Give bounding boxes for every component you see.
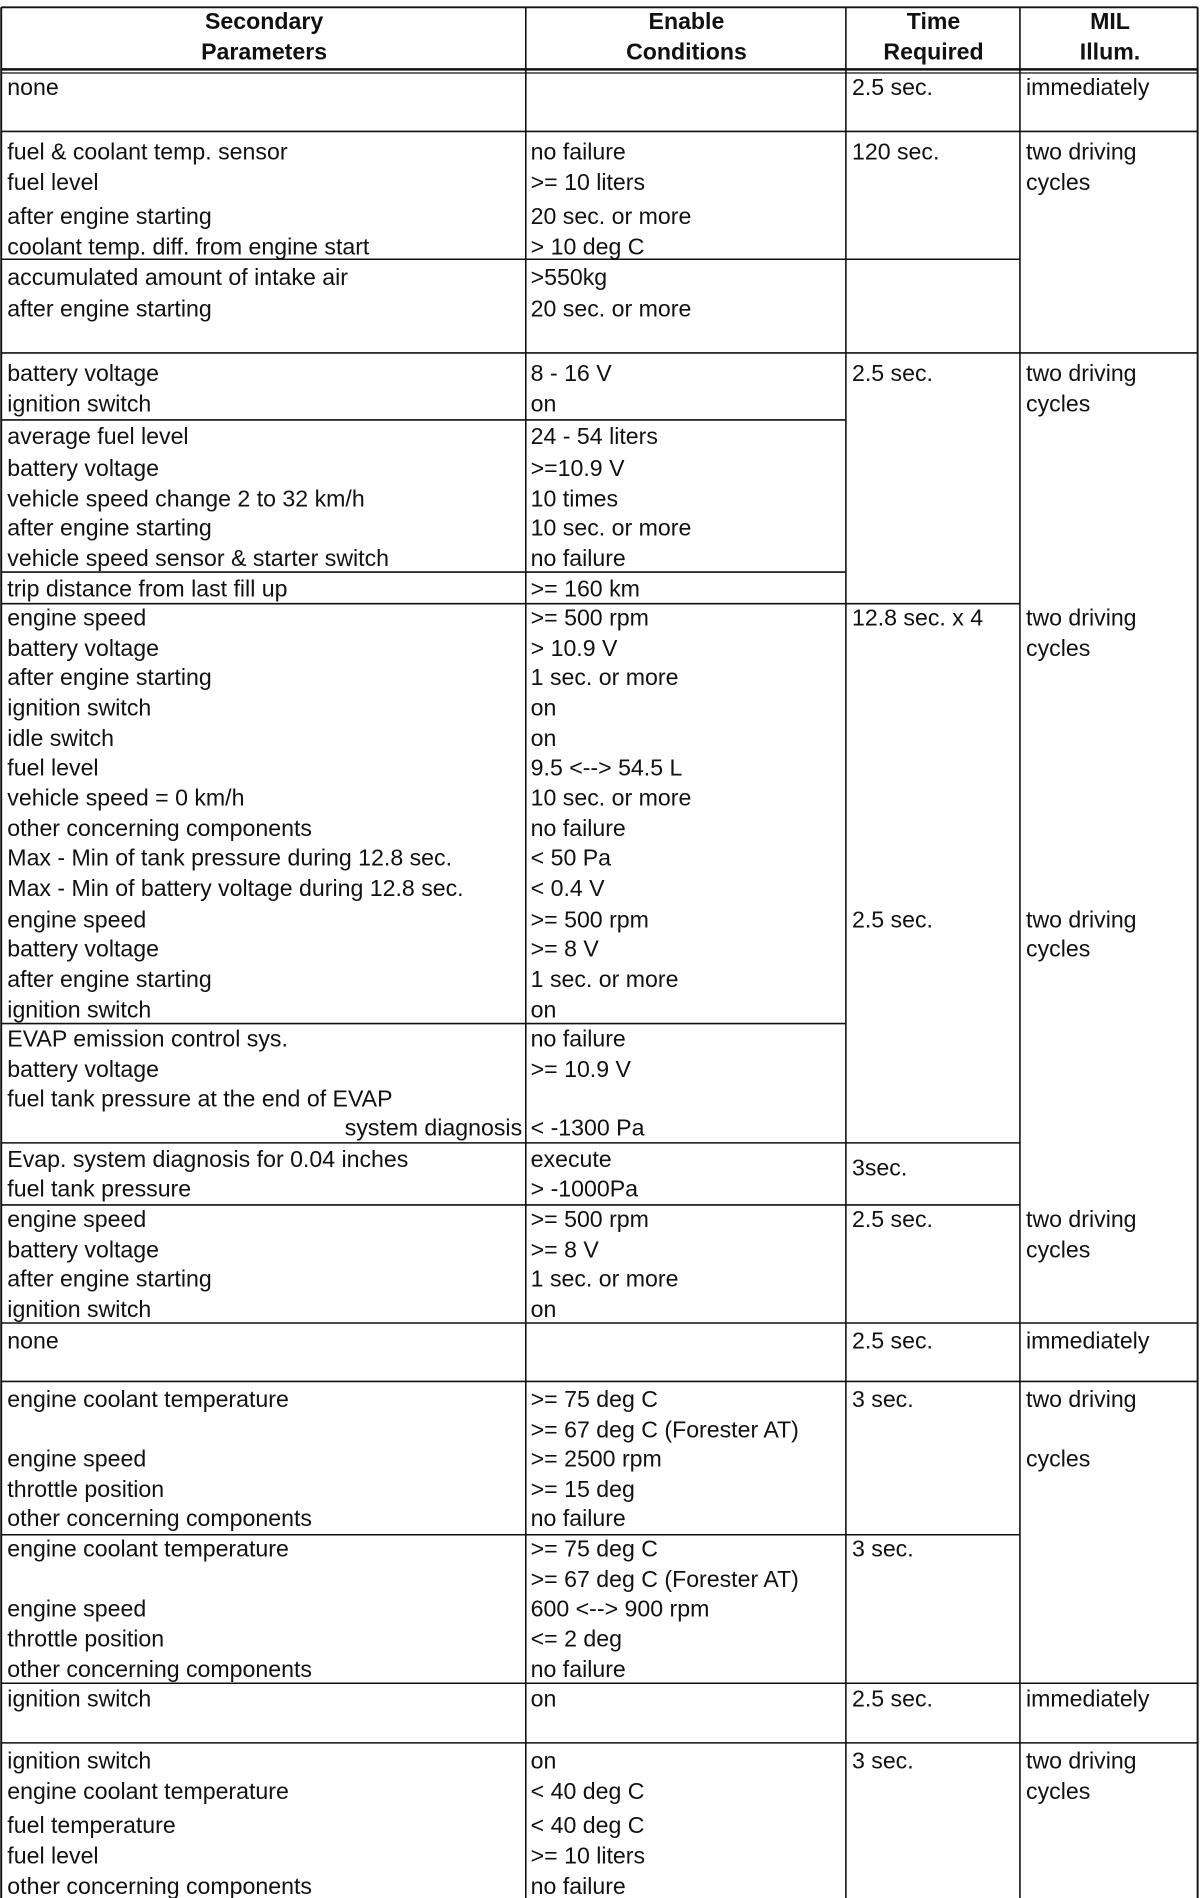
enable-condition-cell: >= 500 rpm	[530, 907, 649, 934]
enable-condition-cell: >= 8 V	[530, 937, 599, 963]
secondary-parameter-cell: fuel tank pressure at the end of EVAP	[7, 1086, 393, 1113]
secondary-parameter-cell: battery voltage	[7, 1057, 160, 1084]
enable-condition-cell: >= 160 km	[530, 576, 640, 603]
time-required-cell: 2.5 sec.	[851, 75, 933, 102]
secondary-parameter-cell: other concerning components	[7, 1874, 312, 1898]
header-secondary-parameters-line1: Secondary	[204, 9, 324, 36]
time-required-cell: 120 sec.	[851, 139, 940, 166]
secondary-parameter-cell: other concerning components	[7, 1506, 312, 1533]
secondary-parameter-cell: ignition switch	[7, 696, 152, 722]
secondary-parameter-cell: vehicle speed sensor & starter switch	[7, 546, 390, 573]
secondary-parameter-cell: engine speed	[7, 1596, 147, 1623]
secondary-parameter-cell: EVAP emission control sys.	[7, 1027, 288, 1053]
enable-condition-cell: >=10.9 V	[530, 456, 625, 482]
header-time-required-line2: Required	[883, 40, 984, 66]
enable-condition-cell: no failure	[530, 546, 626, 573]
enable-condition-cell: >= 67 deg C (Forester AT)	[530, 1567, 799, 1594]
mil-illumination-cell: cycles	[1026, 391, 1091, 418]
secondary-parameter-cell: engine speed	[7, 1447, 147, 1473]
secondary-parameter-cell: Evap. system diagnosis for 0.04 inches	[7, 1147, 409, 1174]
time-required-cell: 3 sec.	[851, 1537, 914, 1563]
enable-condition-cell: 8 - 16 V	[530, 361, 612, 388]
enable-condition-cell: 20 sec. or more	[530, 204, 692, 231]
mil-illumination-cell: two driving	[1026, 139, 1137, 166]
secondary-parameter-cell: ignition switch	[7, 1297, 152, 1323]
secondary-parameter-cell: ignition switch	[7, 1748, 152, 1775]
header-secondary-parameters-line2: Parameters	[201, 40, 328, 66]
secondary-parameter-cell: trip distance from last fill up	[7, 576, 288, 603]
enable-condition-cell: >= 67 deg C (Forester AT)	[530, 1417, 799, 1444]
mil-illumination-cell: cycles	[1026, 1447, 1091, 1473]
secondary-parameter-cell: after engine starting	[7, 967, 212, 994]
secondary-parameter-cell: throttle position	[7, 1627, 165, 1653]
secondary-parameter-cell: battery voltage	[7, 361, 160, 388]
secondary-parameter-cell: after engine starting	[7, 1267, 212, 1293]
enable-condition-cell: >= 500 rpm	[530, 1207, 649, 1233]
enable-condition-cell: > 10.9 V	[530, 636, 618, 663]
secondary-parameter-cell: after engine starting	[7, 204, 212, 231]
enable-condition-cell: >= 10 liters	[530, 170, 646, 196]
enable-condition-cell: >= 75 deg C	[530, 1537, 658, 1563]
secondary-parameter-cell: vehicle speed = 0 km/h	[7, 786, 245, 812]
enable-condition-cell: 9.5 <--> 54.5 L	[530, 755, 683, 782]
secondary-parameter-cell: engine coolant temperature	[7, 1779, 289, 1805]
enable-condition-cell: no failure	[530, 139, 626, 166]
secondary-parameter-cell: engine speed	[7, 606, 147, 632]
enable-condition-cell: > 10 deg C	[530, 234, 645, 261]
enable-condition-cell: >= 8 V	[530, 1237, 599, 1264]
mil-illumination-cell: cycles	[1026, 1237, 1091, 1264]
secondary-parameter-cell: Max - Min of battery voltage during 12.8 sec.	[7, 876, 464, 902]
secondary-parameter-cell: engine speed	[7, 907, 147, 934]
mil-illumination-cell: two driving	[1026, 1387, 1137, 1414]
secondary-parameter-cell: battery voltage	[7, 456, 160, 482]
mil-illumination-cell: two driving	[1026, 606, 1137, 632]
mil-illumination-cell: immediately	[1026, 75, 1150, 102]
mil-illumination-cell: immediately	[1026, 1329, 1150, 1355]
enable-condition-cell: >= 500 rpm	[530, 606, 649, 632]
secondary-parameter-cell: system diagnosis	[344, 1116, 523, 1142]
secondary-parameter-cell: none	[7, 1329, 59, 1355]
enable-condition-cell: 10 sec. or more	[530, 516, 692, 542]
time-required-cell: 3 sec.	[851, 1387, 914, 1414]
enable-condition-cell: >= 10.9 V	[530, 1057, 631, 1084]
enable-condition-cell: 20 sec. or more	[530, 296, 692, 323]
secondary-parameter-cell: battery voltage	[7, 1237, 160, 1264]
secondary-parameter-cell: battery voltage	[7, 636, 160, 663]
header-mil-illum-line2: Illum.	[1079, 40, 1141, 66]
mil-illumination-cell: two driving	[1026, 1207, 1137, 1233]
enable-condition-cell: < 50 Pa	[530, 845, 612, 872]
mil-illumination-cell: cycles	[1026, 170, 1091, 196]
secondary-parameter-cell: battery voltage	[7, 937, 160, 963]
enable-condition-cell: < 40 deg C	[530, 1779, 645, 1805]
header-mil-illum-line1: MIL	[1090, 9, 1130, 36]
time-required-cell: 2.5 sec.	[851, 1686, 933, 1713]
secondary-parameter-cell: idle switch	[7, 726, 114, 753]
enable-condition-cell: no failure	[530, 816, 626, 843]
enable-condition-cell: on	[530, 1297, 557, 1323]
enable-condition-cell: on	[530, 1748, 557, 1775]
time-required-cell: 2.5 sec.	[851, 907, 933, 934]
mil-illumination-cell: two driving	[1026, 1748, 1137, 1775]
secondary-parameter-cell: other concerning components	[7, 1657, 312, 1684]
enable-condition-cell: 1 sec. or more	[530, 1267, 679, 1293]
time-required-cell: 2.5 sec.	[851, 1329, 933, 1355]
enable-condition-cell: >550kg	[530, 265, 608, 291]
enable-condition-cell: >= 2500 rpm	[530, 1447, 662, 1473]
time-required-cell: 3sec.	[851, 1156, 908, 1182]
secondary-parameter-cell: fuel level	[7, 170, 99, 196]
enable-condition-cell: no failure	[530, 1506, 626, 1533]
enable-condition-cell: on	[530, 696, 557, 722]
secondary-parameter-cell: engine speed	[7, 1207, 147, 1233]
enable-condition-cell: on	[530, 1686, 557, 1713]
secondary-parameter-cell: average fuel level	[7, 424, 189, 451]
secondary-parameter-cell: fuel & coolant temp. sensor	[7, 139, 288, 166]
enable-condition-cell: >= 15 deg	[530, 1477, 635, 1504]
secondary-parameter-cell: ignition switch	[7, 1686, 152, 1713]
secondary-parameter-cell: none	[7, 75, 59, 102]
enable-condition-cell: on	[530, 998, 557, 1024]
secondary-parameter-cell: after engine starting	[7, 516, 212, 542]
secondary-parameter-cell: fuel level	[7, 1843, 99, 1870]
header-time-required-line1: Time	[906, 9, 961, 36]
time-required-cell: 12.8 sec. x 4	[851, 606, 984, 632]
mil-illumination-cell: cycles	[1026, 1779, 1091, 1805]
secondary-parameter-cell: other concerning components	[7, 816, 312, 843]
enable-condition-cell: 600 <--> 900 rpm	[530, 1596, 710, 1623]
mil-illumination-cell: two driving	[1026, 361, 1137, 388]
secondary-parameter-cell: coolant temp. diff. from engine start	[7, 234, 370, 261]
enable-condition-cell: >= 10 liters	[530, 1843, 646, 1870]
enable-condition-cell: > -1000Pa	[530, 1176, 639, 1203]
enable-condition-cell: 1 sec. or more	[530, 967, 679, 994]
secondary-parameter-cell: ignition switch	[7, 998, 152, 1024]
enable-condition-cell: no failure	[530, 1874, 626, 1898]
enable-condition-cell: <= 2 deg	[530, 1627, 622, 1653]
secondary-parameter-cell: engine coolant temperature	[7, 1387, 289, 1414]
secondary-parameter-cell: throttle position	[7, 1477, 165, 1504]
secondary-parameter-cell: vehicle speed change 2 to 32 km/h	[7, 486, 365, 513]
secondary-parameter-cell: engine coolant temperature	[7, 1537, 289, 1563]
enable-condition-cell: < 40 deg C	[530, 1813, 645, 1840]
mil-illumination-cell: cycles	[1026, 937, 1091, 963]
enable-condition-cell: no failure	[530, 1657, 626, 1684]
enable-condition-cell: < 0.4 V	[530, 876, 605, 902]
enable-condition-cell: on	[530, 726, 557, 753]
time-required-cell: 3 sec.	[851, 1748, 914, 1775]
secondary-parameter-cell: fuel level	[7, 755, 99, 782]
time-required-cell: 2.5 sec.	[851, 361, 933, 388]
secondary-parameter-cell: after engine starting	[7, 665, 212, 692]
secondary-parameter-cell: fuel tank pressure	[7, 1176, 192, 1203]
secondary-parameter-cell: ignition switch	[7, 391, 152, 418]
mil-illumination-cell: two driving	[1026, 907, 1137, 934]
enable-condition-cell: execute	[530, 1147, 612, 1174]
header-enable-conditions-line1: Enable	[648, 9, 725, 36]
enable-condition-cell: >= 75 deg C	[530, 1387, 658, 1414]
header-enable-conditions-line2: Conditions	[626, 40, 747, 66]
mil-illumination-cell: cycles	[1026, 636, 1091, 663]
enable-condition-cell: 1 sec. or more	[530, 665, 679, 692]
enable-condition-cell: on	[530, 391, 557, 418]
secondary-parameter-cell: fuel temperature	[7, 1813, 176, 1840]
secondary-parameter-cell: Max - Min of tank pressure during 12.8 sec.	[7, 845, 453, 872]
enable-condition-cell: 10 sec. or more	[530, 786, 692, 812]
time-required-cell: 2.5 sec.	[851, 1207, 933, 1233]
secondary-parameter-cell: accumulated amount of intake air	[7, 265, 348, 291]
enable-condition-cell: 24 - 54 liters	[530, 424, 658, 451]
mil-illumination-cell: immediately	[1026, 1686, 1150, 1713]
secondary-parameter-cell: after engine starting	[7, 296, 212, 323]
enable-condition-cell: < -1300 Pa	[530, 1116, 645, 1142]
enable-condition-cell: 10 times	[530, 486, 619, 513]
enable-condition-cell: no failure	[530, 1027, 626, 1053]
